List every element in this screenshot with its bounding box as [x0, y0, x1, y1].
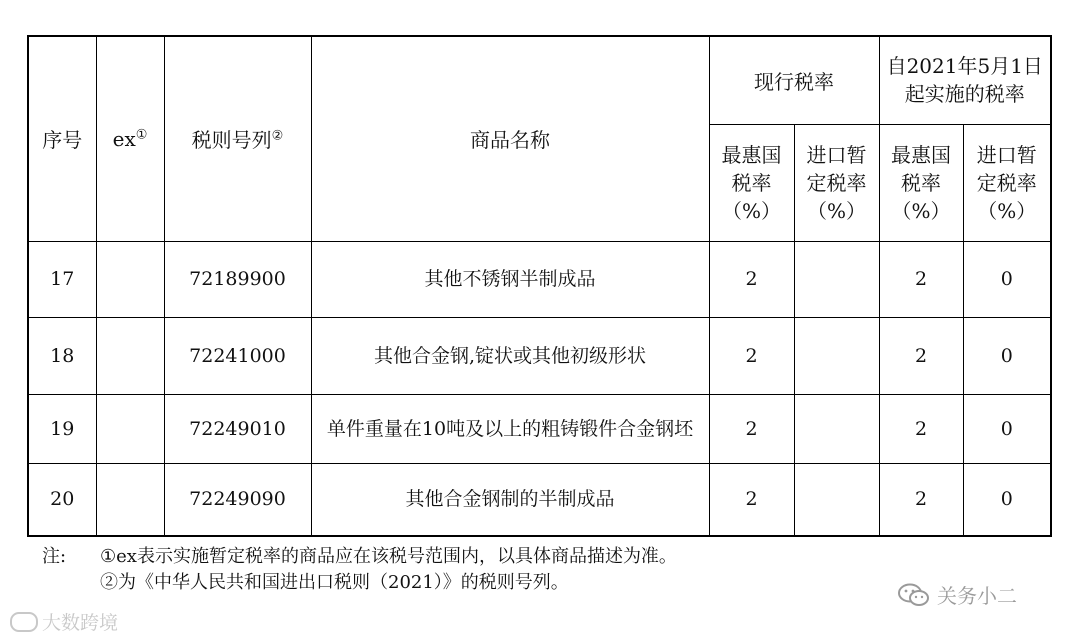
header-current-rate: 现行税率	[709, 36, 879, 124]
header-product-name: 商品名称	[311, 36, 709, 241]
cell-current-mfn: 2	[709, 241, 794, 317]
cell-name: 单件重量在10吨及以上的粗铸锻件合金钢坯	[311, 394, 709, 463]
header-current-provisional: 进口暂 定税率 （%）	[794, 124, 879, 241]
cell-code: 72249090	[164, 463, 311, 536]
cell-current-mfn: 2	[709, 463, 794, 536]
cell-new-provisional: 0	[963, 317, 1051, 394]
cell-seq: 20	[28, 463, 96, 536]
cell-new-mfn: 2	[879, 463, 963, 536]
cell-ex	[96, 394, 164, 463]
watermark-logo-icon	[10, 612, 38, 632]
cell-name: 其他合金钢制的半制成品	[311, 463, 709, 536]
watermark-right	[897, 580, 1017, 609]
header-seq: 序号	[28, 36, 96, 241]
header-ex: ex①	[96, 36, 164, 241]
watermark-right-text: 关务小二	[937, 584, 1017, 608]
wechat-icon	[897, 583, 931, 607]
footnote-1: ①ex表示实施暂定税率的商品应在该税号范围内，以具体商品描述为准。	[100, 546, 677, 567]
cell-new-mfn: 2	[879, 317, 963, 394]
cell-seq: 19	[28, 394, 96, 463]
cell-ex	[96, 241, 164, 317]
watermark-left	[10, 608, 118, 635]
cell-name: 其他不锈钢半制成品	[311, 241, 709, 317]
header-new-mfn: 最惠国 税率 （%）	[879, 124, 963, 241]
cell-current-provisional	[794, 394, 879, 463]
cell-new-provisional: 0	[963, 463, 1051, 536]
header-tariff-code: 税则号列②	[164, 36, 311, 241]
notes-label: 注:	[42, 546, 67, 567]
watermark-left-text: 大数跨境	[42, 612, 119, 634]
cell-current-provisional	[794, 241, 879, 317]
table-row	[28, 241, 1051, 317]
footnote-2-marker: ②	[271, 128, 284, 144]
cell-current-provisional	[794, 317, 879, 394]
cell-name: 其他合金钢,锭状或其他初级形状	[311, 317, 709, 394]
tariff-table	[27, 35, 1052, 537]
cell-new-mfn: 2	[879, 241, 963, 317]
cell-ex	[96, 317, 164, 394]
cell-seq: 18	[28, 317, 96, 394]
cell-seq: 17	[28, 241, 96, 317]
table-row	[28, 463, 1051, 536]
footnote-2: ②为《中华人民共和国进出口税则（2021）》的税则号列。	[100, 572, 569, 593]
table-row	[28, 394, 1051, 463]
footnotes	[42, 544, 677, 596]
header-new-rate: 自2021年5月1日 起实施的税率	[879, 36, 1051, 124]
cell-new-mfn: 2	[879, 394, 963, 463]
cell-current-mfn: 2	[709, 317, 794, 394]
footnote-1-marker: ①	[135, 127, 148, 143]
header-current-mfn: 最惠国 税率 （%）	[709, 124, 794, 241]
cell-current-provisional	[794, 463, 879, 536]
cell-new-provisional: 0	[963, 394, 1051, 463]
table-row	[28, 317, 1051, 394]
cell-current-mfn: 2	[709, 394, 794, 463]
cell-code: 72249010	[164, 394, 311, 463]
cell-code: 72241000	[164, 317, 311, 394]
cell-new-provisional: 0	[963, 241, 1051, 317]
header-new-provisional: 进口暂 定税率 （%）	[963, 124, 1051, 241]
cell-code: 72189900	[164, 241, 311, 317]
cell-ex	[96, 463, 164, 536]
